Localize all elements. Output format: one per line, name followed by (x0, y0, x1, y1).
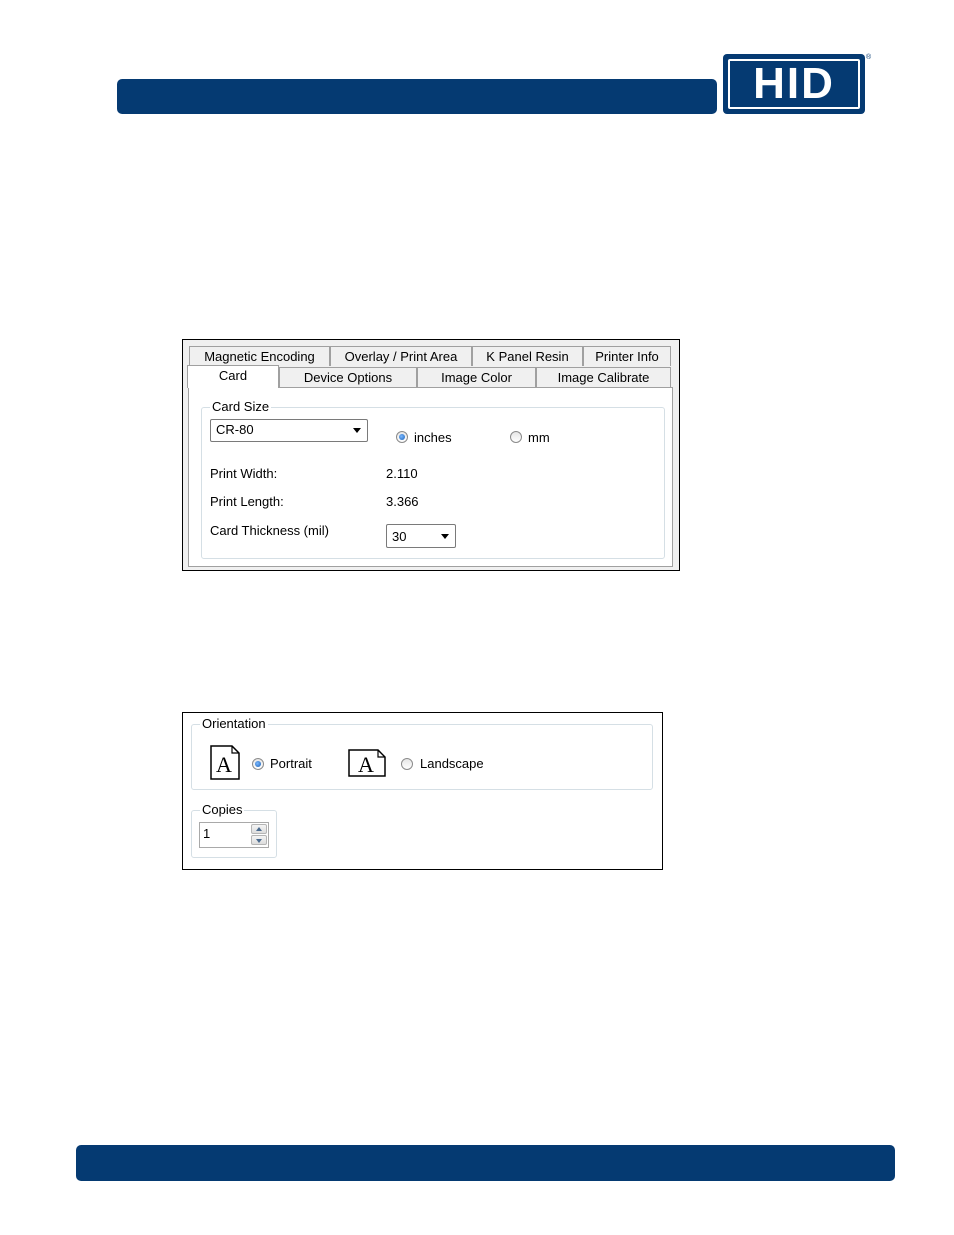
tab-k-panel-resin[interactable]: K Panel Resin (472, 346, 583, 366)
card-thickness-label: Card Thickness (mil) (210, 523, 329, 538)
copies-stepper[interactable] (199, 822, 269, 848)
inches-radio[interactable] (396, 431, 408, 443)
copies-label: Copies (202, 802, 243, 817)
orientation-copies-dialog (182, 712, 663, 870)
portrait-page-icon (210, 745, 240, 780)
copies-down-icon[interactable] (251, 835, 267, 845)
portrait-icon-glyph: A (216, 752, 232, 777)
portrait-label: Portrait (270, 756, 312, 771)
print-width-label: Print Width: (210, 466, 278, 481)
logo-text: HID (753, 59, 835, 108)
card-size-label: Card Size (212, 399, 270, 414)
mm-radio[interactable] (510, 431, 522, 443)
print-length-value: 3.366 (386, 494, 419, 509)
footer-band (76, 1145, 895, 1181)
landscape-page-icon (348, 749, 386, 777)
orientation-label: Orientation (202, 716, 266, 731)
portrait-radio[interactable] (252, 758, 264, 770)
print-length-label: Print Length: (210, 494, 284, 509)
registered-mark: ® (866, 54, 872, 61)
tab-overlay-print-area[interactable]: Overlay / Print Area (330, 346, 472, 366)
copies-value[interactable]: 1 (203, 826, 211, 841)
tab-device-options[interactable]: Device Options (279, 367, 417, 387)
header-band (117, 79, 717, 114)
card-thickness-dropdown[interactable] (386, 524, 456, 548)
tab-card[interactable]: Card (187, 365, 279, 388)
card-size-dropdown[interactable] (210, 419, 368, 442)
tab-magnetic-encoding[interactable]: Magnetic Encoding (189, 346, 330, 366)
tab-image-calibrate[interactable]: Image Calibrate (536, 367, 671, 387)
tab-image-color[interactable]: Image Color (417, 367, 536, 387)
chevron-down-icon (441, 534, 449, 539)
tab-printer-info[interactable]: Printer Info (583, 346, 671, 366)
inches-label: inches (414, 430, 452, 445)
landscape-icon-glyph: A (358, 752, 374, 777)
card-thickness-value: 30 (392, 529, 407, 544)
print-width-value: 2.110 (386, 466, 418, 481)
card-tab-panel (188, 387, 673, 567)
hid-logo (723, 54, 865, 114)
copies-up-icon[interactable] (251, 824, 267, 834)
chevron-down-icon (353, 428, 361, 433)
mm-label: mm (528, 430, 550, 445)
card-size-value: CR-80 (216, 422, 254, 437)
card-settings-dialog (182, 339, 680, 571)
landscape-label: Landscape (420, 756, 484, 771)
landscape-radio[interactable] (401, 758, 413, 770)
